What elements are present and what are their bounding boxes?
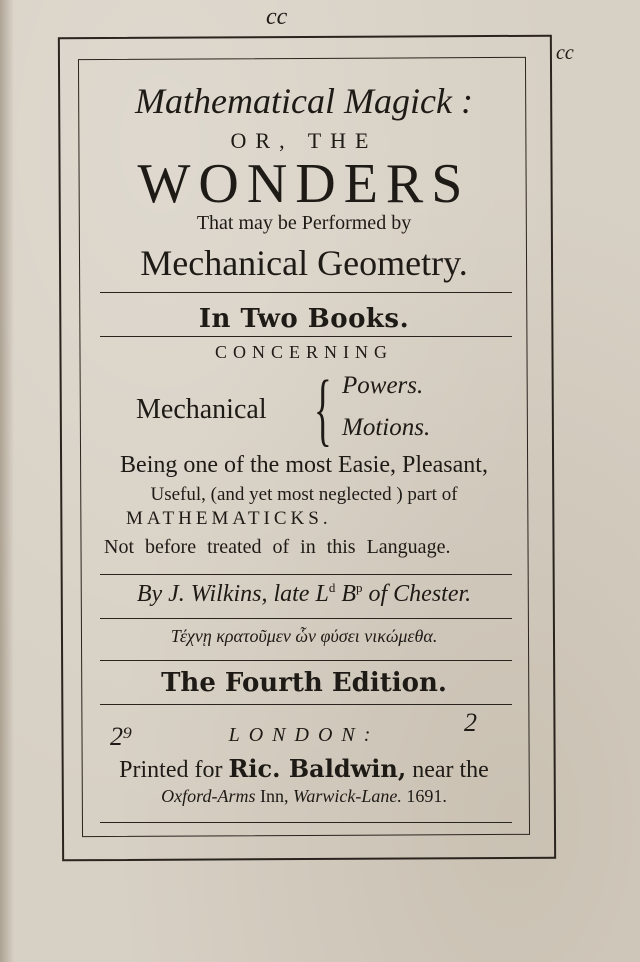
imprint-city: LONDON: xyxy=(228,724,380,746)
title-page xyxy=(84,60,524,832)
handwritten-mark-top: cc xyxy=(266,4,288,30)
author-text: By J. Wilkins, late L xyxy=(136,581,329,607)
mathematicks-line: MATHEMATICKS. xyxy=(126,508,332,529)
rule-divider xyxy=(100,292,512,293)
motions-label: Motions. xyxy=(342,414,431,441)
handwritten-note-left: 2⁹ xyxy=(110,722,133,751)
powers-label: Powers. xyxy=(342,372,424,399)
edition-line: The Fourth Edition. xyxy=(161,668,447,698)
subtitle-or-the: OR, THE xyxy=(230,128,378,153)
mechanical-label: Mechanical xyxy=(136,394,267,425)
book-title: Mathematical Magick : xyxy=(135,81,473,121)
address-text: Oxford-Arms xyxy=(161,786,256,806)
curly-brace-icon: { xyxy=(314,363,332,454)
author-text: of Chester. xyxy=(362,581,472,607)
handwritten-note-right: 2 xyxy=(464,708,477,737)
headline-wonders: WONDERS xyxy=(137,153,471,215)
description-line-1: Being one of the most Easie, Pleasant, xyxy=(120,452,488,478)
greek-motto: Τέχνῃ κρατοῦμεν ὧν φύσει νικώμεθα. xyxy=(170,626,438,646)
address-text: Inn, xyxy=(255,786,293,806)
address-text: Warwick-Lane. xyxy=(293,786,402,806)
concerning-line: CONCERNING xyxy=(214,342,393,362)
publisher-name: Ric. Baldwin, xyxy=(228,754,407,783)
author-superscript: p xyxy=(355,580,363,595)
mechanical-geometry-line: Mechanical Geometry. xyxy=(140,243,468,283)
rule-divider xyxy=(100,660,512,661)
rule-divider xyxy=(100,336,512,337)
imprint-printer-line xyxy=(84,754,524,784)
handwritten-mark-right: cc xyxy=(556,42,574,64)
imprint-address-line xyxy=(84,786,524,807)
not-before-line: Not before treated of in this Language. xyxy=(104,536,451,558)
rule-divider xyxy=(100,822,512,823)
page-edge-shadow xyxy=(0,0,14,962)
rule-divider xyxy=(100,618,512,619)
author-text: B xyxy=(335,581,356,607)
author-superscript: d xyxy=(328,580,336,595)
rule-divider xyxy=(100,704,512,705)
printer-text: near the xyxy=(406,757,489,783)
imprint-year: 1691. xyxy=(401,786,447,806)
printer-text: Printed for xyxy=(119,757,229,783)
rule-divider xyxy=(100,574,512,575)
two-books-line: In Two Books. xyxy=(198,304,410,334)
performed-line: That may be Performed by xyxy=(196,212,412,234)
author-line xyxy=(84,580,524,608)
description-line-2: Useful, (and yet most neglected ) part of xyxy=(150,484,458,505)
